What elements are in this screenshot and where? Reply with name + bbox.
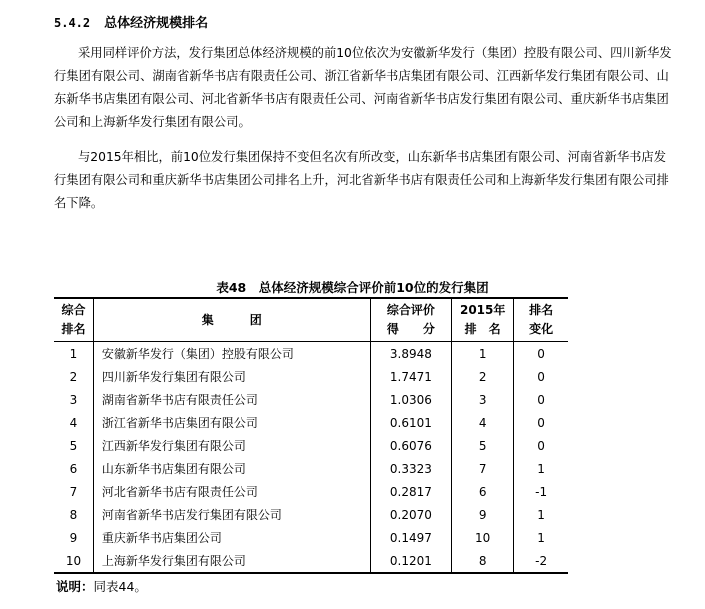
table-header-row: [54, 298, 568, 342]
note-label: 说明：: [56, 579, 94, 594]
rank-change-cell: 1: [514, 457, 568, 480]
rank-change-cell: 1: [514, 526, 568, 549]
score-cell: 0.3323: [370, 457, 451, 480]
score-cell: 1.7471: [370, 365, 451, 388]
rank-cell: 4: [69, 415, 78, 430]
rank-change-cell: 1: [514, 503, 568, 526]
rank-2015-cell: 2: [452, 365, 514, 388]
table-row: [54, 434, 568, 457]
rank-cell: 2: [69, 369, 78, 384]
table-row: [54, 526, 568, 549]
header-rank: 综合 排名: [54, 298, 93, 342]
score-cell: 0.6101: [370, 411, 451, 434]
rank-cell: 9: [69, 530, 78, 545]
group-cell: 浙江省新华书店集团有限公司: [93, 411, 370, 434]
group-cell: 江西新华发行集团有限公司: [93, 434, 370, 457]
score-cell: 0.1497: [370, 526, 451, 549]
score-cell: 0.2817: [370, 480, 451, 503]
ranking-table: [54, 297, 568, 574]
score-cell: 0.1201: [370, 549, 451, 573]
rank-2015-cell: 7: [452, 457, 514, 480]
header-rank-2015: 2015年 排 名: [452, 298, 514, 342]
rank-change-cell: 0: [514, 365, 568, 388]
table-row: [54, 503, 568, 526]
rank-change-cell: 0: [514, 434, 568, 457]
group-cell: 河北省新华书店有限责任公司: [93, 480, 370, 503]
rank-change-cell: -2: [514, 549, 568, 573]
note-text: 同表44。: [93, 579, 147, 594]
section-title: 总体经济规模排名: [104, 16, 209, 31]
rank-2015-cell: 10: [452, 526, 514, 549]
group-cell: 重庆新华书店集团公司: [93, 526, 370, 549]
table-row: [54, 480, 568, 503]
score-cell: 0.6076: [370, 434, 451, 457]
table-note: [56, 577, 147, 595]
table-row: [54, 388, 568, 411]
rank-2015-cell: 6: [452, 480, 514, 503]
header-score: 综合评价 得 分: [370, 298, 451, 342]
rank-cell: 10: [54, 549, 93, 573]
rank-2015-cell: 3: [452, 388, 514, 411]
table-row: [54, 411, 568, 434]
paragraph: 采用同样评价方法，发行集团总体经济规模的前10位依次为安徽新华发行（集团）控股有限公司、四川新华发行集团有限公司、湖南省新华书店有限责任公司、浙江省新华书店集团有限公司、江西新华发行集团有限公司、山东新华书店集团有限公司、河北省新华书店有限责任公司、河南省新华书店发行集团有限公司、重庆新华书店集团公司和上海新华发行集团有限公司。: [54, 46, 672, 129]
rank-2015-cell: 8: [452, 549, 514, 573]
group-cell: 上海新华发行集团有限公司: [93, 549, 370, 573]
rank-cell: 1: [69, 346, 78, 361]
rank-change-cell: 0: [514, 342, 568, 366]
group-cell: 安徽新华发行（集团）控股有限公司: [93, 342, 370, 366]
rank-2015-cell: 1: [452, 342, 514, 366]
rank-cell: 3: [69, 392, 78, 407]
section-heading: [54, 12, 208, 31]
score-cell: 1.0306: [370, 388, 451, 411]
rank-change-cell: 0: [514, 411, 568, 434]
rank-cell: 8: [69, 507, 78, 522]
table-row: [54, 549, 568, 573]
rank-2015-cell: 4: [452, 411, 514, 434]
table-row: [54, 342, 568, 366]
score-cell: 0.2070: [370, 503, 451, 526]
table-row: [54, 457, 568, 480]
group-cell: 河南省新华书店发行集团有限公司: [93, 503, 370, 526]
paragraph: 与2015年相比，前10位发行集团保持不变但名次有所改变，山东新华书店集团有限公司、河南省新华书店发行集团有限公司和重庆新华书店集团公司排名上升，河北省新华书店有限责任公司和上海新华发行集团有限公司排名下降。: [54, 150, 669, 210]
rank-change-cell: -1: [514, 480, 568, 503]
group-cell: 四川新华发行集团有限公司: [93, 365, 370, 388]
table-title: 表48 总体经济规模综合评价前10位的发行集团: [216, 280, 489, 295]
rank-cell: 6: [69, 461, 78, 476]
rank-cell: 7: [69, 484, 78, 499]
group-cell: 湖南省新华书店有限责任公司: [93, 388, 370, 411]
table-row: [54, 365, 568, 388]
rank-change-cell: 0: [514, 388, 568, 411]
rank-2015-cell: 9: [452, 503, 514, 526]
score-cell: 3.8948: [370, 342, 451, 366]
rank-2015-cell: 5: [452, 434, 514, 457]
rank-cell: 5: [69, 438, 78, 453]
header-group: 集 团: [93, 298, 370, 342]
group-cell: 山东新华书店集团有限公司: [93, 457, 370, 480]
section-number: 5.4.2: [54, 16, 91, 30]
header-rank-change: 排名 变化: [514, 298, 568, 342]
